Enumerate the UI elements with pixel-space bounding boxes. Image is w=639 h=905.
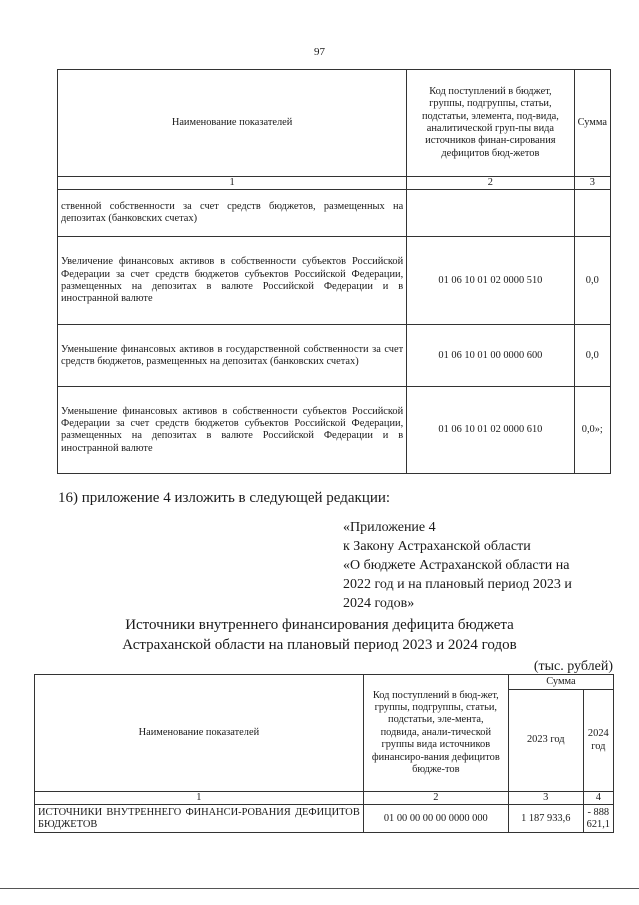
amendment-text: 16) приложение 4 изложить в следующей редакции: xyxy=(58,490,391,506)
page-bottom-border xyxy=(0,888,639,889)
row-code: 01 06 10 01 02 0000 510 xyxy=(407,237,574,325)
table-row xyxy=(58,387,611,474)
row-value-2023: 1 187 933,6 xyxy=(508,805,583,833)
sources-table-continued xyxy=(57,69,611,474)
col-num: 2 xyxy=(363,792,508,805)
annex-line: к Закону Астраханской области xyxy=(343,539,531,554)
row-name: Увеличение финансовых активов в собственности субъектов Российской Федерации за счет средств бюджетов субъектов Российской Федерации, размещенных на депозитах в валюте Российской Федерации и в иностранной валюте xyxy=(58,237,407,325)
row-name: ственной собственности за счет средств бюджетов, размещенных на депозитах (банковских счетах) xyxy=(58,190,407,237)
units-label: (тыс. рублей) xyxy=(533,659,613,674)
annex-line: «О бюджете Астраханской области на xyxy=(343,558,570,573)
col-num: 3 xyxy=(508,792,583,805)
row-name: Уменьшение финансовых активов в собственности субъектов Российской Федерации за счет средств бюджетов субъектов Российской Федерации, размещенных на депозитах в валюте Российской Федерации и в иностранной валюте xyxy=(58,387,407,474)
row-name: ИСТОЧНИКИ ВНУТРЕННЕГО ФИНАНСИ-РОВАНИЯ ДЕФИЦИТОВ БЮДЖЕТОВ xyxy=(35,805,364,833)
header-code: Код поступлений в бюджет, группы, подгруппы, статьи, подстатьи, элемента, под-вида, аналитической груп-пы вида источников финан-сирования дефицитов бюд-жетов xyxy=(407,70,574,177)
table-row xyxy=(58,190,611,237)
header-sum: Сумма xyxy=(574,70,610,177)
row-name: Уменьшение финансовых активов в государственной собственности за счет средств бюджетов, размещенных на депозитах (банковских счетах) xyxy=(58,325,407,387)
header-year-2024: 2024 год xyxy=(583,690,613,792)
annex-line: 2024 годов» xyxy=(343,596,415,611)
table-row xyxy=(58,325,611,387)
row-value-2024: - 888 621,1 xyxy=(583,805,613,833)
row-sum: 0,0 xyxy=(574,237,610,325)
row-sum: 0,0»; xyxy=(574,387,610,474)
table-header-row xyxy=(35,675,614,690)
annex-line: 2022 год и на плановый период 2023 и xyxy=(343,577,572,592)
col-num: 1 xyxy=(58,177,407,190)
page-number: 97 xyxy=(314,46,325,58)
title-line: Источники внутреннего финансирования дефицита бюджета xyxy=(125,617,514,633)
header-sum: Сумма xyxy=(508,675,613,690)
table-row xyxy=(58,237,611,325)
header-code: Код поступлений в бюд-жет, группы, подгруппы, статьи, подстатьи, эле-мента, подвида, анали-тической группы вида источников финансиро-вания дефицитов бюдже-тов xyxy=(363,675,508,792)
row-sum xyxy=(574,190,610,237)
annex-header xyxy=(343,518,572,613)
annex-line: «Приложение 4 xyxy=(343,520,436,535)
table-row xyxy=(35,805,614,833)
header-name: Наименование показателей xyxy=(58,70,407,177)
col-num: 3 xyxy=(574,177,610,190)
row-sum: 0,0 xyxy=(574,325,610,387)
col-num: 2 xyxy=(407,177,574,190)
column-number-row xyxy=(58,177,611,190)
document-title xyxy=(0,615,639,655)
title-line: Астраханской области на плановый период 2023 и 2024 годов xyxy=(122,637,517,653)
table-header-row xyxy=(58,70,611,177)
row-code xyxy=(407,190,574,237)
financing-sources-table xyxy=(34,674,614,833)
header-year-2023: 2023 год xyxy=(508,690,583,792)
col-num: 1 xyxy=(35,792,364,805)
col-num: 4 xyxy=(583,792,613,805)
header-name: Наименование показателей xyxy=(35,675,364,792)
column-number-row xyxy=(35,792,614,805)
row-code: 01 00 00 00 00 0000 000 xyxy=(363,805,508,833)
row-code: 01 06 10 01 02 0000 610 xyxy=(407,387,574,474)
row-code: 01 06 10 01 00 0000 600 xyxy=(407,325,574,387)
